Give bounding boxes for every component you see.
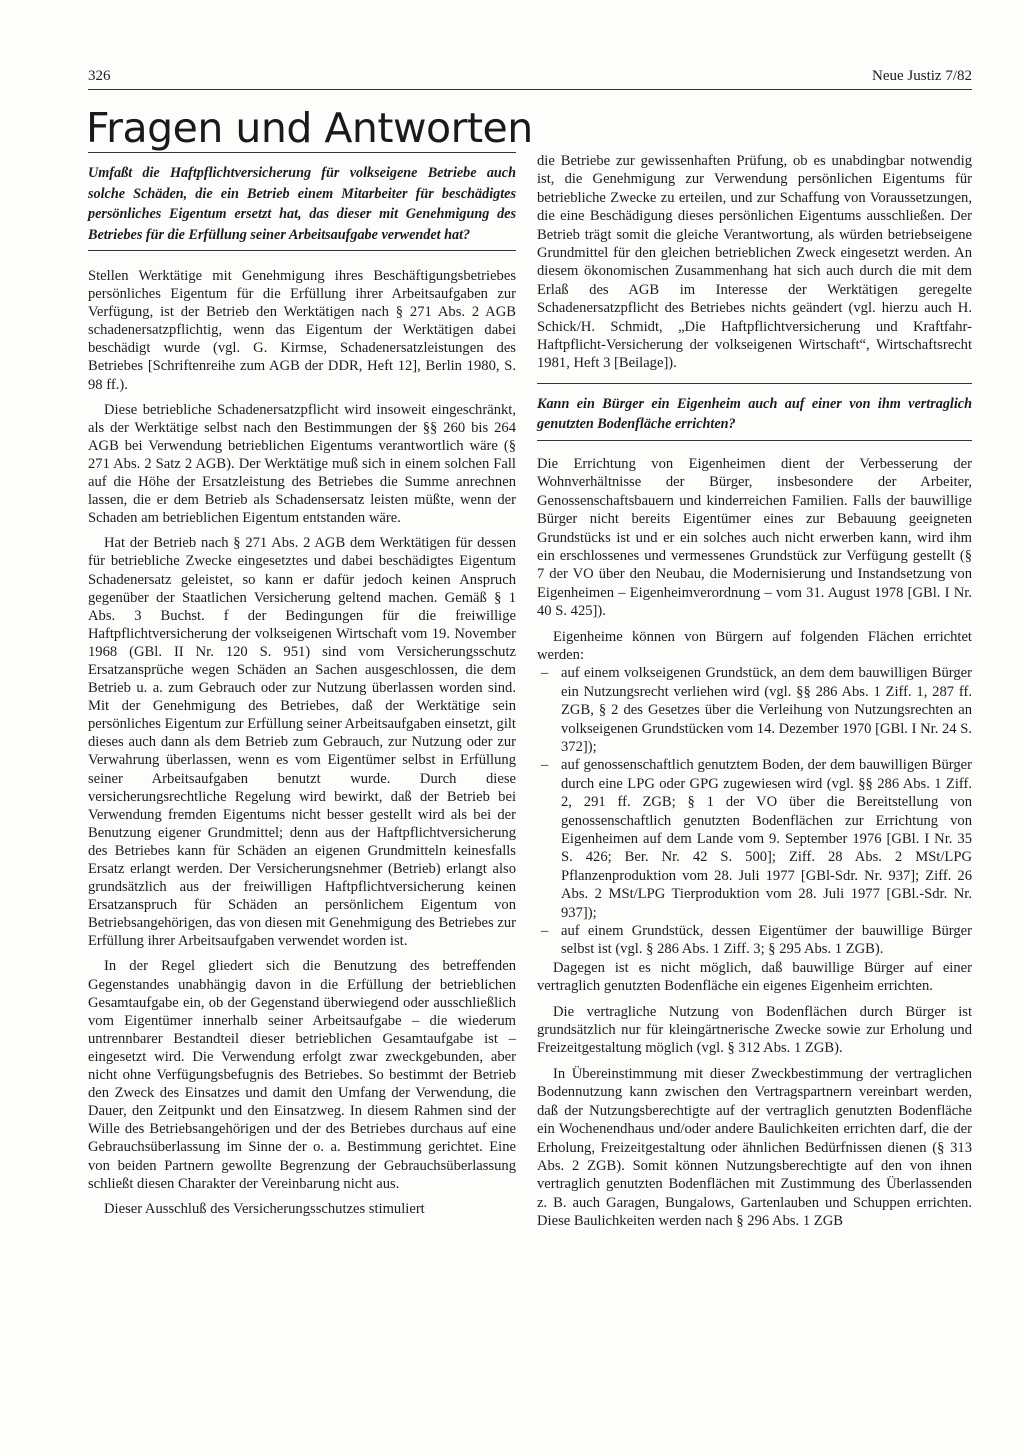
list-item: – auf genossenschaftlich genutztem Boden, der dem bauwilligen Bürger durch eine LPG oder GPG zugewiesen wird (vgl. §§ 286 Abs. 1 Ziff. 2, 291 ff. ZGB; § 1 der VO über die Bereitstellung von genossenschaftlich genutzten Bodenflächen zur Errichtung von Eigenheimen auf dem Lande vom 9. September 1976 [GBl. I Nr. 35 S. 426; Ber. Nr. 42 S. 500]; Ziff. 28 Abs. 2 MSt/LPG Pflanzenproduktion vom 28. Juli 1977 [GBl-Sdr. Nr. 937]; Ziff. 26 Abs. 2 MSt/LPG Tierproduktion vom 28. Juli 1977 [GBl.-Sdr. Nr. 937]);	[537, 756, 972, 922]
answer-2-paragraph: Die Errichtung von Eigenheimen dient der Verbesserung der Wohnverhältnisse der Bürger, insbesondere der Arbeiter, Genossenschaftsbauern und kinderreichen Familien. Falls der bauwillige Bürger nicht bereits Eigentümer eines zur Bebauung geeigneten Grundstücks ist und er ein solches auch nicht erwerben kann, wird ihm ein erschlossenes und vermessenes Grundstück zur Verfügung gestellt (§ 7 der VO über den Neubau, die Modernisierung und Instandsetzung von Eigenheimen – Eigenheimverordnung – vom 31. August 1978 [GBl. I Nr. 40 S. 425]).	[537, 455, 972, 620]
section-title: Fragen und Antworten	[86, 104, 533, 152]
answer-1-paragraph: Hat der Betrieb nach § 271 Abs. 2 AGB dem Werktätigen für dessen für betriebliche Zwecke eingesetztes und dabei beschädigtes Eigentum Schadenersatz geleistet, so kann er dafür jedoch keinen Anspruch gegenüber der Staatlichen Versicherung geltend machen. Gemäß § 1 Abs. 3 Buchst. f der Bedingungen für die freiwillige Haftpflichtversicherung der volkseigenen Wirtschaft vom 19. November 1968 (GBl. II Nr. 120 S. 951) sind vom Versicherungsschutz Ersatzansprüche wegen Schäden an Sachen ausgeschlossen, die dem Betrieb u. a. zum Gebrauch oder zur Nutzung überlassen worden sind. Mit der Genehmigung des Betriebes, daß der Werktätige sein persönliches Eigentum zur Erfüllung seiner Arbeitsaufgaben einsetzt, gilt dieses auch dann als dem Betrieb zum Gebrauch, zur Nutzung oder zur Verwahrung überlassen, wenn es vom Eigentümer selbst in Erfüllung seiner Arbeitsaufgaben benutzt wurde. Durch diese versicherungsrechtliche Regelung wird bewirkt, daß der Betrieb bei Verwendung fremden Eigentums nicht besser gestellt wird als bei der Benutzung eigener Grundmittel; denn aus der Haftpflichtversicherung des Betriebes kann für Schäden an eigenen Grundmitteln keinesfalls Ersatz erlangt werden. Der Versicherungsnehmer (Betrieb) erlangt also grundsätzlich aus der freiwilligen Haftpflichtversicherung keinen Ersatzanspruch für Schäden an persönlichem Eigentum von Betriebsangehörigen, das von diesen mit Genehmigung des Betriebes zur Erfüllung ihrer Arbeitsaufgaben verwendet worden ist.	[88, 535, 516, 950]
question-1: Umfaßt die Haftpflichtversicherung für volkseigene Betriebe auch solche Schäden, die ein Betrieb einem Mitarbeiter für beschädigtes persönliches Eigentum ersetzt hat, das dieser mit Genehmigung des Betriebes für die Erfüllung seiner Arbeitsaufgabe verwendet hat?	[88, 152, 516, 251]
answer-1-paragraph: Stellen Werktätige mit Genehmigung ihres Beschäftigungsbetriebes persönliches Eigentum für die Erfüllung ihrer Arbeitsaufgaben zur Verfügung, ist der Betrieb den Werktätigen nach § 271 Abs. 2 AGB schadenersatzpflichtig, wenn das Eigentum der Werktätigen dabei beschädigt wurde (vgl. G. Kirmse, Schadenersatzleistungen des Betriebes [Schriftenreihe zum AGB der DDR, Heft 12], Berlin 1980, S. 98 ff.).	[88, 268, 516, 393]
answer-1-paragraph-continued: die Betriebe zur gewissenhaften Prüfung, ob es unabdingbar notwendig ist, die Genehmigung zur Verwendung persönlichen Eigentums für betriebliche Zwecke zu erteilen, und zur Schaffung von Voraussetzungen, die eine Beschädigung dieses persönlichen Eigentums ausschließen. Der Betrieb trägt somit die gleiche Verantwortung, als würden betriebseigene Grundmittel für den gleichen betrieblichen Zweck eingesetzt werden. An diesem ökonomischen Zusammenhang hat sich auch durch die mit dem Erlaß des AGB im Interesse der Werktätigen geregelte Schadenersatzpflicht des Betriebes nichts geändert (vgl. hierzu auch H. Schick/H. Schmidt, „Die Haftpflichtversicherung und Kraftfahr-Haftpflicht-Versicherung der volkseigenen Wirtschaft“, Wirtschaftsrecht 1981, Heft 3 [Beilage]).	[537, 153, 972, 372]
journal-reference: Neue Justiz 7/82	[872, 68, 972, 84]
answer-2-paragraph: In Übereinstimmung mit dieser Zweckbestimmung der vertraglichen Bodennutzung kann zwischen den Vertragspartnern vereinbart werden, daß der Nutzungsberechtigte auf der vertraglich genutzten Bodenfläche ein Wochenendhaus und/oder andere Baulichkeiten errichten darf, die der Erholung, Freizeitgestaltung oder ähnlichen Bedürfnissen dienen (§ 313 Abs. 2 ZGB). Somit können Nutzungsberechtigte auf den von ihnen vertraglich genutzten Bodenflächen mit Zustimmung des Überlassenden z. B. auch Garagen, Bungalows, Gartenlauben und Schuppen errichten. Diese Baulichkeiten werden nach § 296 Abs. 1 ZGB	[537, 1065, 972, 1230]
land-types-list	[537, 664, 972, 959]
right-column	[537, 152, 972, 1231]
answer-1-paragraph: Diese betriebliche Schadenersatzpflicht wird insoweit eingeschränkt, als der Werktätige selbst nach den Bestimmungen der §§ 260 bis 264 AGB bei Verwendung betrieblichen Eigentums verantwortlich wäre (§ 271 Abs. 2 Satz 2 AGB). Der Werktätige muß sich in einem solchen Fall auf die Höhe der Ersatzleistung des Betriebes die Summe anrechnen lassen, die er dem Betrieb als Schadensersatz leisten müßte, wenn der Schaden am betrieblichen Eigentum entstanden wäre.	[88, 401, 516, 527]
list-item: – auf einem volkseigenen Grundstück, an dem dem bauwilligen Bürger ein Nutzungsrecht verliehen wird (vgl. §§ 286 Abs. 1 Ziff. 1, 287 ff. ZGB, § 2 des Gesetzes über die Verleihung von Nutzungsrechten an volkseigenen Grundstücken vom 14. Dezember 1970 [GBl. I Nr. 24 S. 372]);	[537, 664, 972, 756]
page-number: 326	[88, 68, 111, 84]
header-rule	[88, 89, 972, 90]
answer-1-paragraph: In der Regel gliedert sich die Benutzung des betreffenden Gegenstandes unabhängig davon in die Erfüllung der betrieblichen Gesamtaufgabe ein, ob der Gegenstand überwiegend oder ausschließlich vom Eigentümer innerhalb seiner Arbeitsaufgabe – die wiederum untrennbarer Bestandteil dieser betrieblichen Gesamtaufgabe ist – eingesetzt wird. Die Verwendung erfolgt zwar zweckgebunden, aber nicht ohne Verfügungsbefugnis des Betriebes. So bestimmt der Betrieb den Zweck des Einsatzes und damit den Umfang der Verwendung, die Dauer, den Zeitpunkt und den Einsatzweg. In diesem Rahmen sind der Wille des Betriebsangehörigen und der des Betriebes durchaus auf eine Gebrauchsüberlassung im Sinne der o. a. Bestimmung gerichtet. Eine von beiden Partnern gewollte Begrenzung der Gebrauchsüberlassung schließt diesen Charakter der Vereinbarung nicht aus.	[88, 958, 516, 1192]
question-2: Kann ein Bürger ein Eigenheim auch auf einer von ihm vertraglich genutzten Bodenfläche errichten?	[537, 383, 972, 441]
answer-1-paragraph: Dieser Ausschluß des Versicherungsschutzes stimuliert	[104, 1200, 425, 1217]
answer-2-paragraph: Die vertragliche Nutzung von Bodenflächen durch Bürger ist grundsätzlich nur für kleingärtnerische Zwecke sowie zur Erholung und Freizeitgestaltung möglich (vgl. § 312 Abs. 1 ZGB).	[537, 1003, 972, 1057]
list-item: – auf einem Grundstück, dessen Eigentümer der bauwillige Bürger selbst ist (vgl. § 286 Abs. 1 Ziff. 3; § 295 Abs. 1 ZGB).	[537, 922, 972, 959]
answer-2-paragraph: Eigenheime können von Bürgern auf folgenden Flächen errichtet werden:	[537, 628, 972, 663]
left-column	[88, 152, 516, 1218]
answer-2-paragraph: Dagegen ist es nicht möglich, daß bauwillige Bürger auf einer vertraglich genutzten Bodenfläche ein eigenes Eigenheim errichten.	[537, 959, 972, 995]
